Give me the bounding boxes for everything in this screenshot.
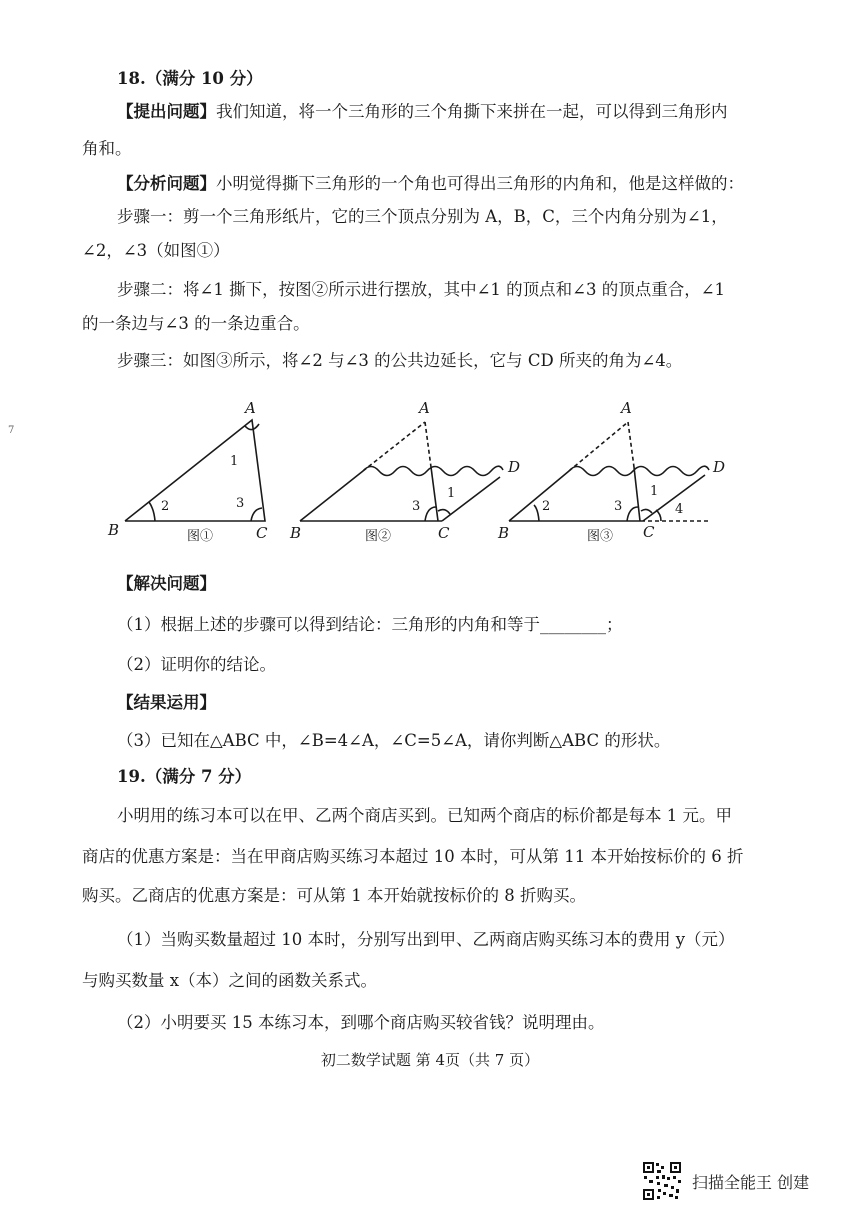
fig2-label-a: A [419,399,430,417]
raise-text-2: 角和。 [82,139,132,158]
scanner-watermark [642,1161,842,1201]
triangle-figures [95,395,765,555]
fig3-angle3-num: 3 [614,499,623,514]
q19-header: 19.（满分 7 分） [117,767,252,786]
q18-header: 18.（满分 10 分） [117,69,263,88]
fig3-torn-edge [569,466,709,475]
fig3-side-ab-solid [509,471,569,521]
margin-mark: 7 [8,425,15,436]
analyze-title: 【分析问题】 [117,174,216,193]
step2-line-b: 的一条边与∠3 的一条边重合。 [82,314,310,333]
fig3-label-a: A [621,399,632,417]
fig1-label-a: A [245,399,256,417]
fig3-angle3-arc [627,507,638,521]
q19-sub1-b: 与购买数量 x（本）之间的函数关系式。 [82,971,378,990]
solve-1: （1）根据上述的步骤可以得到结论：三角形的内角和等于________； [117,615,623,634]
fig1-angle3-num: 3 [236,496,245,511]
fig2-side-ab-dashed [363,422,425,471]
page-footer: 初二数学试题 第 4页（共 7 页） [320,1051,540,1069]
fig3-angle1-num: 1 [650,484,659,499]
fig2-torn-edge [363,466,503,475]
raise-title: 【提出问题】 [117,102,216,121]
q19-text-2: 商店的优惠方案是：当在甲商店购买练习本超过 10 本时，可从第 11 本开始按标价的 6 折 [82,847,744,866]
fig3-angle1-arc [641,509,652,513]
fig1-angle1-num: 1 [230,454,239,469]
fig1-angle2-num: 2 [161,499,170,514]
fig2-side-ab-solid [300,471,363,521]
fig1-label-c: C [256,524,268,542]
fig3-side-ac-solid [634,467,640,521]
fig2-label-b: B [290,524,302,542]
fig2-side-ac-solid [431,467,438,521]
q19-text-3: 购买。乙商店的优惠方案是：可从第 1 本开始就按标价的 8 折购买。 [82,886,586,905]
fig2-label-d: D [508,458,521,476]
step1-line-a: 步骤一：剪一个三角形纸片，它的三个顶点分别为 A，B，C，三个内角分别为∠1， [117,207,728,226]
q18-raise-line [117,101,728,123]
fig2-side-ac-dashed [425,422,431,467]
fig1-label-b: B [108,521,120,539]
solve-title: 【解决问题】 [117,574,216,593]
fig2-angle1-num: 1 [447,486,456,501]
fig2-angle3-num: 3 [412,499,421,514]
fig3-label-b: B [498,524,510,542]
analyze-text: 小明觉得撕下三角形的一个角也可得出三角形的内角和，他是这样做的： [216,174,744,193]
scanner-label: 扫描全能王 创建 [692,1173,810,1192]
step1-line-b: ∠2，∠3（如图①） [82,241,230,260]
fig3-label-d: D [713,458,726,476]
fig3-angle2-arc [534,505,539,521]
raise-text-1: 我们知道，将一个三角形的三个角撕下来拼在一起，可以得到三角形内 [216,102,728,121]
fig1-caption: 图① [187,529,214,544]
fig2-caption: 图② [365,529,392,544]
fig2-label-c: C [438,524,450,542]
fig3-angle4-num: 4 [675,502,684,517]
apply-title: 【结果运用】 [117,693,216,712]
q19-text-1: 小明用的练习本可以在甲、乙两个商店买到。已知两个商店的标价都是每本 1 元。甲 [117,806,732,825]
fig3-angle4-arc [656,510,661,521]
fig3-side-ab-dashed [569,422,628,471]
q19-sub1-a: （1）当购买数量超过 10 本时，分别写出到甲、乙两商店购买练习本的费用 y（元） [117,930,735,949]
step2-line-a: 步骤二：将∠1 撕下，按图②所示进行摆放，其中∠1 的顶点和∠3 的顶点重合，∠1 [117,280,726,299]
fig3-label-c: C [643,523,655,541]
fig2-angle3-arc [425,507,436,521]
step3-line: 步骤三：如图③所示，将∠2 与∠3 的公共边延长，它与 CD 所夹的角为∠4。 [117,351,683,370]
fig3-side-ac-dashed [628,422,634,467]
fig3-caption: 图③ [587,529,614,544]
qr-code-icon [642,1161,682,1201]
fig1-angle2-arc [149,502,155,521]
fig1-angle3-arc [251,508,262,521]
fig3-angle2-num: 2 [542,499,551,514]
figures-svg [95,395,765,555]
fig2-angle1-arc [438,510,450,514]
apply-3: （3）已知在△ABC 中，∠B=4∠A，∠C=5∠A，请你判断△ABC 的形状。 [117,731,671,750]
q19-sub2: （2）小明要买 15 本练习本，到哪个商店购买较省钱？说明理由。 [117,1013,605,1032]
q18-analyze-line [117,173,744,195]
solve-2: （2）证明你的结论。 [117,655,276,674]
